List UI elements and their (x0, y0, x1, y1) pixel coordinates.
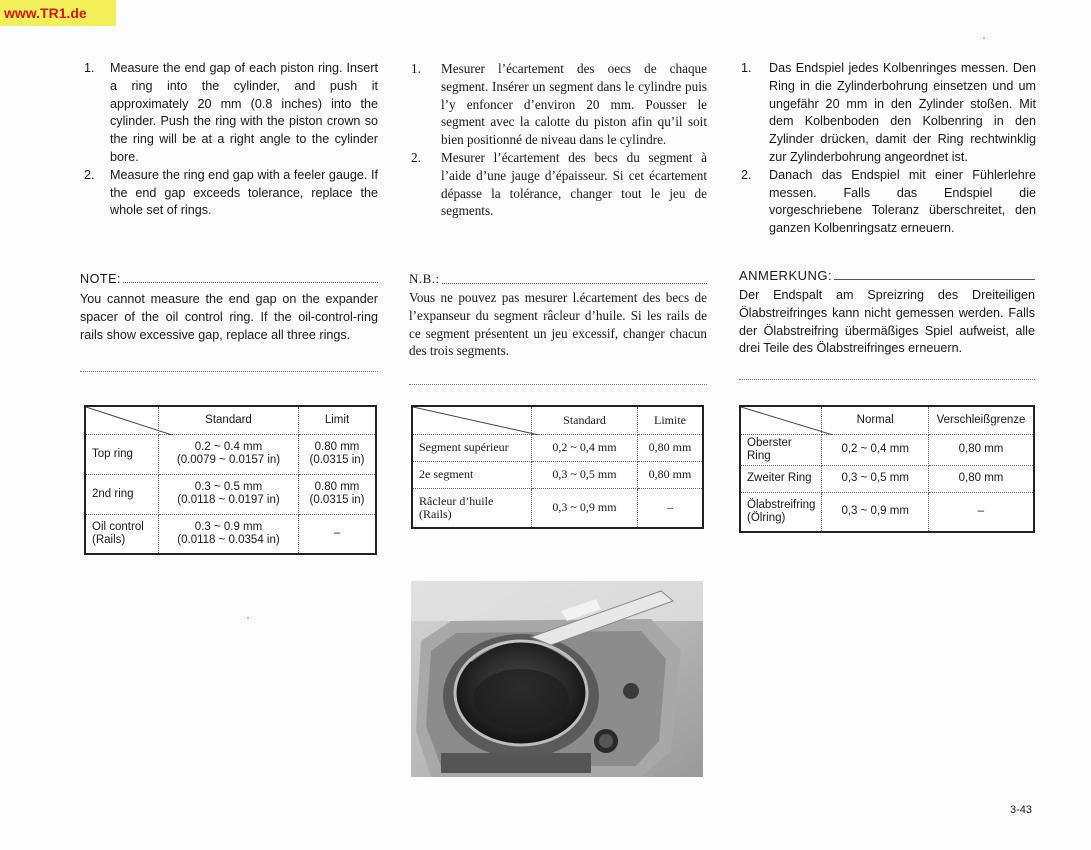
english-note-text: You cannot measure the end gap on the expander spacer of the oil control ring. If the oil-control-ring rails show excessive gap, replace all three rings. (80, 292, 378, 342)
table-header: Standard (532, 406, 638, 434)
english-spec-table (84, 405, 377, 555)
french-note-text: Vous ne pouvez pas mesurer l.écartement des becs de l’expanseur du segment râcleur d’huile. Si les rails de ce segment présentent un jeu excessif, changer chacun des trois segments. (409, 290, 707, 359)
value-mm: 0.2 ~ 0.4 mm (194, 441, 263, 453)
value-in: (0.0118 ~ 0.0354 in) (177, 533, 280, 546)
table-header: Limite (638, 406, 704, 434)
french-spec-table (411, 405, 704, 529)
step-text: Measure the ring end gap with a feeler gauge. If the end gap exceeds tolerance, replace the whole set of rings. (110, 167, 378, 218)
english-note-heading (80, 272, 378, 286)
table-corner-cell (740, 406, 822, 434)
limit-cell: 0,80 mm (929, 434, 1035, 465)
speck (247, 617, 249, 619)
list-item: 1. Mesurer l’écartement des oecs de chaque segment. Insérer un segment dans le cylindre puis l’y enfoncer d’environ 20 mm. Pousser le segment avec la calotte du piston afin qu’il soit bien positionné de niveau dans le cylindre. (411, 61, 707, 148)
page-number: 3-43 (1010, 804, 1033, 816)
row-label: Top ring (85, 434, 159, 474)
list-item: 2. Measure the ring end gap with a feeler gauge. If the end gap exceeds tolerance, replace the whole set of rings. (84, 167, 378, 218)
row-label: Zweiter Ring (740, 465, 822, 492)
standard-cell: 0,2 ~ 0,4 mm (822, 434, 929, 465)
limit-cell: – (929, 492, 1035, 532)
table-row (412, 434, 703, 461)
table-row (85, 434, 376, 474)
german-spec-table (739, 405, 1035, 533)
watermark-badge[interactable]: www.TR1.de (0, 0, 116, 26)
value-in: (0.0315 in) (309, 454, 365, 466)
table-row (85, 474, 376, 514)
cylinder-illustration (411, 581, 703, 777)
table-row (740, 434, 1034, 465)
standard-cell (159, 514, 299, 554)
value-mm: 0.80 mm (314, 441, 360, 453)
german-note-heading (739, 268, 1035, 283)
row-label-line: (Rails) (92, 533, 126, 546)
diagonal-line (86, 407, 172, 435)
standard-cell: 0,2 ~ 0,4 mm (532, 434, 638, 461)
limit-cell: 0,80 mm (638, 434, 704, 461)
french-column (411, 60, 707, 220)
table-row (740, 465, 1034, 492)
german-note-text: Der Endspalt am Spreizring des Dreiteiligen Ölabstreifringes kann nicht gemessen werden. Falls der Ölabstreifring übermäßiges Spiel aufweist, alle drei Teile des Ölabstreifringes erneuern. (739, 288, 1035, 356)
step-text: Danach das Endspiel mit einer Fühlerlehre messen. Falls das Endspiel die vorgeschriebene Toleranz überschreitet, den ganzen Kolbenringsatz erneuern. (769, 167, 1036, 236)
value-mm: 0.3 ~ 0.5 mm (194, 481, 263, 493)
table-row (412, 461, 703, 488)
german-steps (741, 60, 1036, 238)
limit-cell (299, 474, 377, 514)
speck (983, 37, 985, 39)
standard-cell (159, 474, 299, 514)
table-header: Limit (299, 406, 377, 434)
row-label: 2e segment (412, 461, 532, 488)
diagonal-line (741, 407, 833, 435)
limit-cell: – (299, 514, 377, 554)
list-item: 1. Measure the end gap of each piston ring. Insert a ring into the cylinder, and push it approximately 20 mm (0.8 inches) into the cylinder. Push the ring with the piston crown so the ring will be at a right angle to the cylinder bore. (84, 61, 378, 164)
list-item: 2. Danach das Endspiel mit einer Fühlerlehre messen. Falls das Endspiel die vorgeschriebene Toleranz überschreitet, den ganzen Kolbenringsatz erneuern. (741, 167, 1036, 236)
value-in: (0.0118 ~ 0.0197 in) (177, 494, 280, 506)
row-label (412, 488, 532, 528)
step-text: Mesurer l’écartement des becs du segment à l’aide d’une jauge d’épaisseur. Si cet écartement dépasse la tolérance, changer tout le jeu de segments. (441, 149, 707, 219)
limit-cell (299, 434, 377, 474)
english-steps (84, 60, 378, 220)
german-column (741, 60, 1036, 238)
note-label: ANMERKUNG: (739, 268, 833, 283)
value-in: (0.0079 ~ 0.0157 in) (176, 454, 281, 466)
row-label: Oberster Ring (740, 434, 822, 465)
french-steps (411, 60, 707, 220)
value-mm: 0.3 ~ 0.9 mm (194, 520, 263, 533)
divider (80, 371, 378, 372)
limit-cell: 0,80 mm (929, 465, 1035, 492)
standard-cell: 0,3 ~ 0,9 mm (822, 492, 929, 532)
value-mm: 0.80 mm (314, 481, 360, 493)
table-header: Standard (159, 406, 299, 434)
row-label (740, 492, 822, 532)
standard-cell: 0,3 ~ 0,5 mm (822, 465, 929, 492)
step-text: Measure the end gap of each piston ring. Insert a ring into the cylinder, and push it approximately 20 mm (0.8 inches) into the cylinder. Push the ring with the piston crown so the ring will be at a right angle to the cylinder bore. (110, 61, 378, 164)
row-label: 2nd ring (85, 474, 159, 514)
row-label-line: (Ölring) (747, 511, 786, 524)
table-corner-cell (85, 406, 159, 434)
french-note-heading (409, 271, 707, 287)
standard-cell (159, 434, 299, 474)
table-row (85, 514, 376, 554)
list-item: 1. Das Endspiel jedes Kolbenringes messen. Den Ring in die Zylinderbohrung einsetzen und um ungefähr 20 mm in den Zylinder stoßen. Mit dem Kolbenboden den Kolbenring in den Zylinder drücken, damit der Ring rechtwinklig zur Zylinderbohrung angeordnet ist. (741, 61, 1036, 164)
list-item: 2. Mesurer l’écartement des becs du segment à l’aide d’une jauge d’épaisseur. Si cet écartement dépasse la tolérance, changer tout le jeu de segments. (411, 149, 707, 219)
divider (739, 379, 1035, 380)
step-text: Mesurer l’écartement des oecs de chaque segment. Insérer un segment dans le cylindre puis l’y enfoncer d’environ 20 mm. Pousser le segment avec la calotte du piston afin qu’il soit bien positionné de niveau dans le cylindre. (441, 61, 707, 148)
standard-cell: 0,3 ~ 0,9 mm (532, 488, 638, 528)
row-label: Segment supérieur (412, 434, 532, 461)
row-label-line: Ölabstreifring (747, 498, 816, 511)
table-corner-cell (412, 406, 532, 434)
row-label-line: Oil control (92, 520, 144, 533)
limit-cell: 0,80 mm (638, 461, 704, 488)
table-header: Verschleißgrenze (929, 406, 1035, 434)
table-header: Normal (822, 406, 929, 434)
standard-cell: 0,3 ~ 0,5 mm (532, 461, 638, 488)
value-in: (0.0315 in) (309, 494, 365, 506)
english-column (84, 60, 378, 220)
note-label: NOTE: (80, 272, 121, 286)
note-label: N.B.: (409, 271, 440, 286)
diagonal-line (413, 407, 539, 435)
cylinder-photo (411, 581, 703, 777)
table-row (412, 488, 703, 528)
divider (409, 384, 707, 385)
row-label (85, 514, 159, 554)
row-label-line: Râcleur d’huile (419, 493, 494, 508)
table-row (740, 492, 1034, 532)
step-text: Das Endspiel jedes Kolbenringes messen. Den Ring in die Zylinderbohrung einsetzen und um ungefähr 20 mm in den Zylinder stoßen. Mit dem Kolbenboden den Kolbenring in den Zylinder drücken, damit der Ring rechtwinklig zur Zylinderbohrung angeordnet ist. (769, 61, 1036, 164)
limit-cell: – (638, 488, 704, 528)
row-label-line: (Rails) (419, 506, 452, 521)
